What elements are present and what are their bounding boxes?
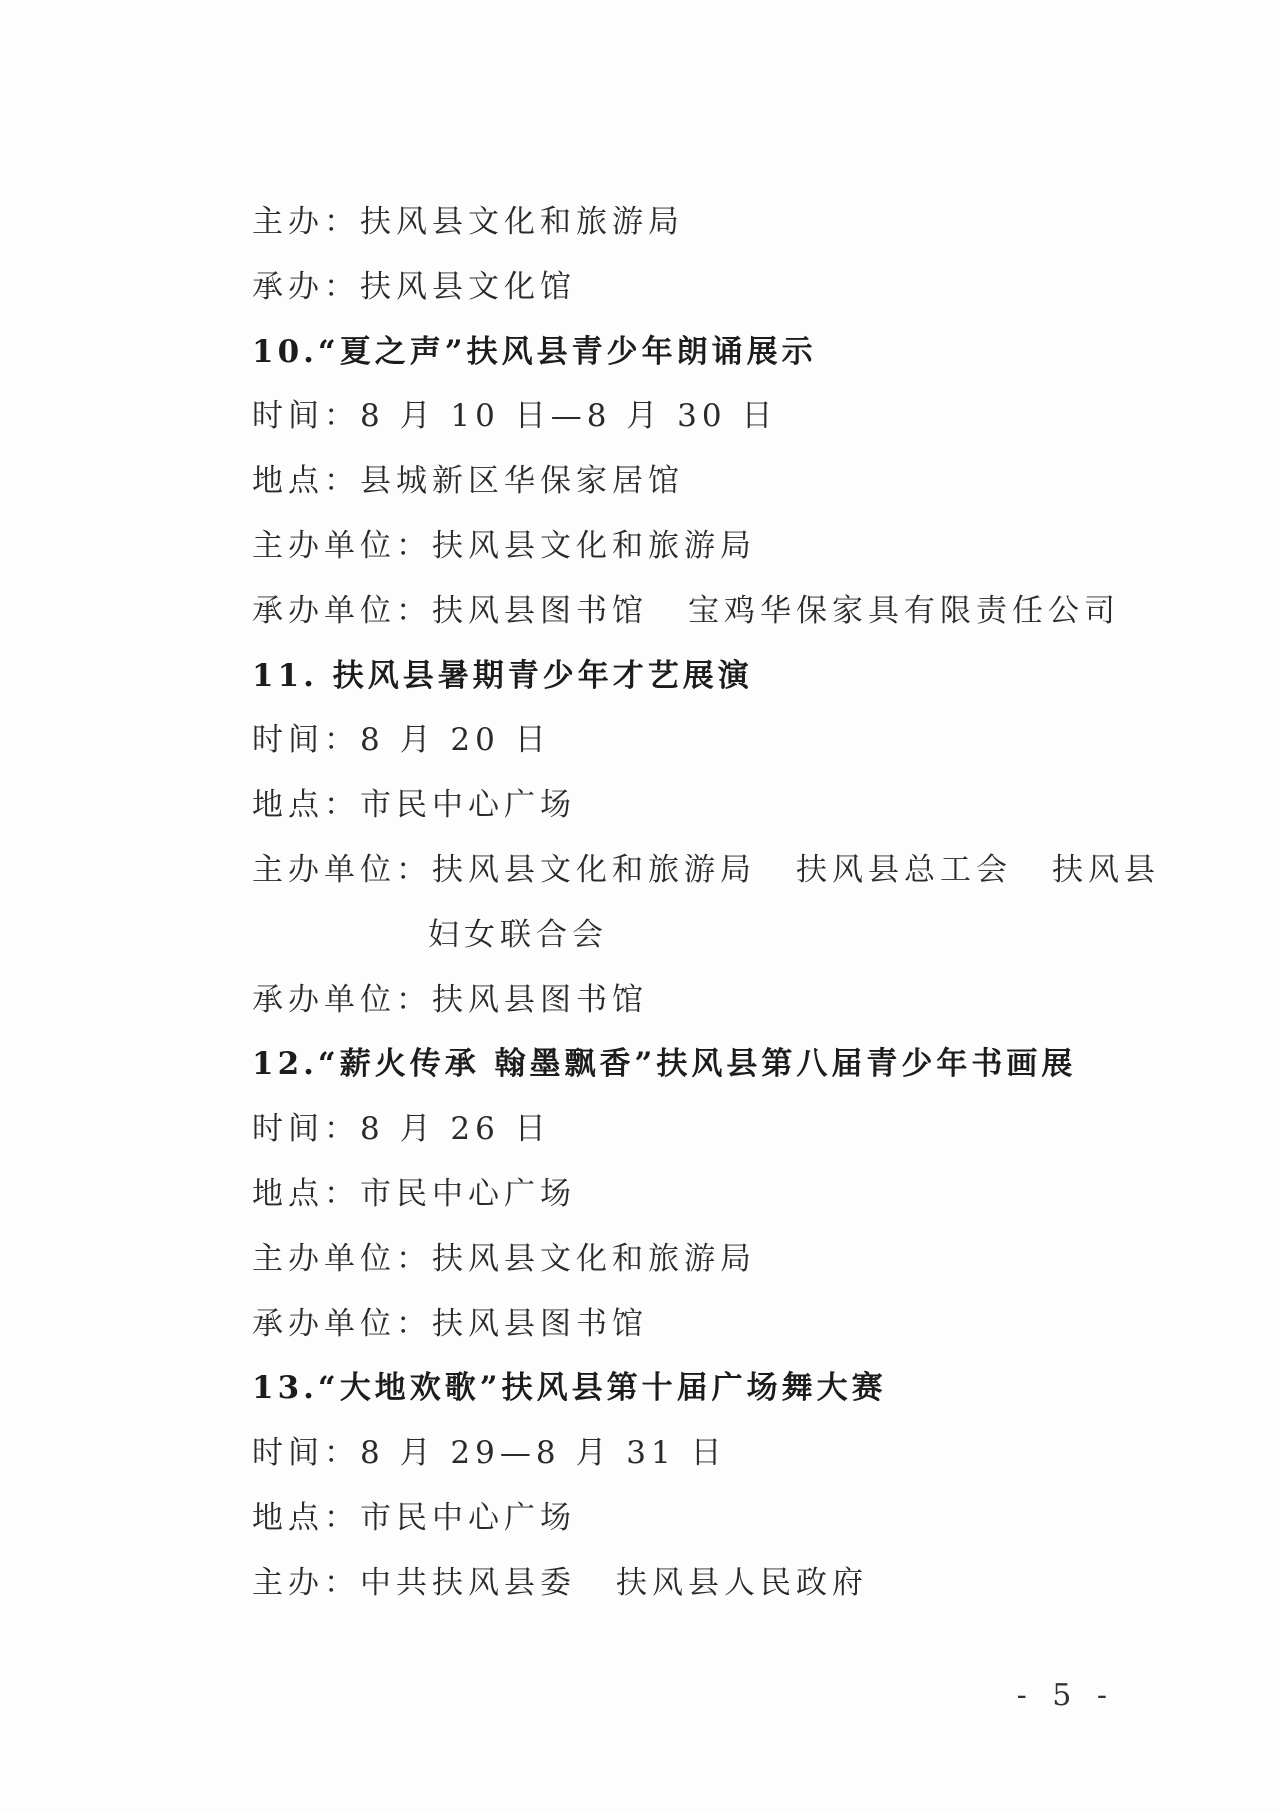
organizer-label: 主办： [252,1564,360,1601]
time-value: 8 月 29—8 月 31 日 [360,1435,727,1472]
time-line [252,708,1132,773]
organizer-unit-label: 承办单位： [252,592,432,629]
co-organizer-value: 扶风县文化馆 [360,268,576,305]
location-value: 县城新区华保家居馆 [360,463,684,500]
host-unit-value: 扶风县文化和旅游局 [432,851,756,888]
location-value: 市民中心广场 [360,1175,576,1212]
document-body [252,190,1160,1616]
event-heading-12: 12.“薪火传承 翰墨飘香”扶风县第八届青少年书画展 [252,1046,1077,1083]
event-heading-13: 13.“大地欢歌”扶风县第十届广场舞大赛 [252,1370,887,1407]
time-label: 时间： [252,1435,360,1472]
location-line [252,1486,1132,1551]
event-heading-10: 10.“夏之声”扶风县青少年朗诵展示 [252,333,817,370]
organizer-value-2: 扶风县人民政府 [616,1564,868,1601]
co-organizer-line [252,255,1132,320]
organizer-value: 扶风县文化和旅游局 [360,204,684,240]
location-value: 市民中心广场 [360,787,576,824]
organizer-unit-line [252,968,1132,1033]
location-line [252,449,1132,514]
location-label: 地点： [252,1499,360,1536]
time-line [252,1421,1132,1486]
event-heading-11: 11. 扶风县暑期青少年才艺展演 [252,657,753,694]
time-line [252,1097,1132,1162]
host-unit-value-2: 扶风县总工会 [796,851,1012,888]
organizer-unit-line [252,1292,1132,1357]
organizer-unit-label: 承办单位： [252,1305,432,1342]
location-line [252,1162,1132,1227]
host-unit-line [252,514,1132,579]
organizer-unit-label: 承办单位： [252,981,432,1018]
host-unit-label: 主办单位： [252,1240,432,1277]
time-label: 时间： [252,398,360,435]
time-value: 8 月 10 日—8 月 30 日 [360,398,778,435]
time-label: 时间： [252,722,360,759]
organizer-line [252,1551,1132,1616]
location-value: 市民中心广场 [360,1499,576,1536]
time-line [252,384,1132,449]
organizer-unit-line [252,579,1132,644]
host-unit-value: 扶风县文化和旅游局 [432,527,756,564]
location-label: 地点： [252,1175,360,1212]
host-unit-line [252,838,1160,903]
host-unit-line [252,1227,1132,1292]
organizer-unit-value-2: 宝鸡华保家具有限责任公司 [688,592,1120,629]
time-label: 时间： [252,1111,360,1148]
location-line [252,773,1132,838]
host-unit-label: 主办单位： [252,527,432,564]
location-label: 地点： [252,463,360,500]
host-unit-value: 扶风县文化和旅游局 [432,1240,756,1277]
organizer-value: 中共扶风县委 [360,1564,576,1601]
co-organizer-label: 承办： [252,268,360,305]
page-number: - 5 - [1016,1678,1115,1713]
host-unit-value-3: 扶风县 [1052,851,1160,888]
organizer-label: 主办： [252,204,360,240]
host-unit-continuation: 妇女联合会 [428,916,608,953]
organizer-line [252,190,1132,255]
organizer-unit-value: 扶风县图书馆 [432,592,648,629]
time-value: 8 月 26 日 [360,1111,551,1148]
location-label: 地点： [252,787,360,824]
organizer-unit-value: 扶风县图书馆 [432,1305,648,1342]
time-value: 8 月 20 日 [360,722,551,759]
organizer-unit-value: 扶风县图书馆 [432,981,648,1018]
host-unit-label: 主办单位： [252,851,432,888]
